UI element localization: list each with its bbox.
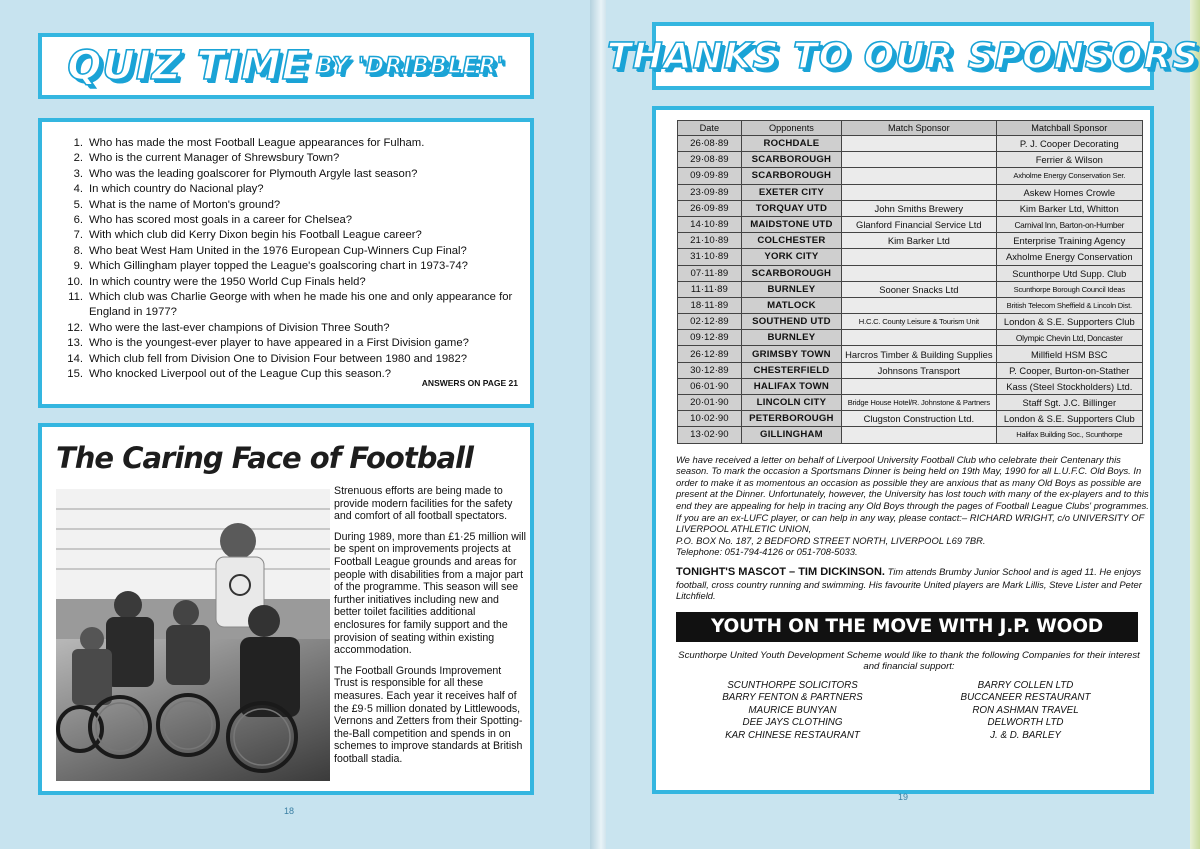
table-row [678, 411, 1143, 427]
date-cell: 09·09·89 [678, 168, 742, 184]
question-number: 13. [67, 337, 83, 350]
fixture-sponsor-table [677, 120, 1143, 444]
date-cell: 11·11·89 [678, 281, 742, 297]
match-sponsor-cell: Bridge House Hotel/R. Johnstone & Partners [842, 395, 996, 411]
quiz-question-list [58, 136, 516, 383]
match-sponsor-cell [842, 249, 996, 265]
table-row [678, 184, 1143, 200]
opponent-cell: PETERBOROUGH [741, 411, 841, 427]
question-text: In which country do Nacional play? [89, 183, 264, 196]
question-number: 10. [67, 275, 83, 288]
opponent-cell: TORQUAY UTD [741, 200, 841, 216]
opponent-cell: ROCHDALE [741, 136, 841, 152]
quiz-question [58, 244, 516, 259]
match-sponsor-cell: Johnsons Transport [842, 362, 996, 378]
companies-column-left [676, 680, 909, 742]
table-row [678, 249, 1143, 265]
opponent-cell: SCARBOROUGH [741, 265, 841, 281]
match-sponsor-cell: Clugston Construction Ltd. [842, 411, 996, 427]
article-title: The Caring Face of Football [56, 441, 473, 475]
sponsors-title: THANKS TO OUR SPONSORS [606, 35, 1200, 77]
quiz-question [58, 151, 516, 166]
match-sponsor-cell: H.C.C. County Leisure & Tourism Unit [842, 314, 996, 330]
matchball-sponsor-cell: Scunthorpe Utd Supp. Club [996, 265, 1142, 281]
sponsors-title-box [606, 22, 1200, 90]
quiz-question [58, 228, 516, 243]
quiz-question [58, 290, 516, 321]
opponent-cell: GILLINGHAM [741, 427, 841, 443]
date-cell: 07·11·89 [678, 265, 742, 281]
question-text: In which country were the 1950 World Cup Finals held? [89, 275, 366, 288]
date-cell: 13·02·90 [678, 427, 742, 443]
question-number: 14. [67, 352, 83, 365]
table-row [678, 330, 1143, 346]
match-sponsor-cell: Sooner Snacks Ltd [842, 281, 996, 297]
quiz-question [58, 213, 516, 228]
next-page-edge [1190, 0, 1200, 849]
quiz-question [58, 336, 516, 351]
article-text [334, 485, 526, 773]
match-sponsor-cell [842, 265, 996, 281]
table-row [678, 168, 1143, 184]
table-body [678, 136, 1143, 444]
match-sponsor-cell: Glanford Financial Service Ltd [842, 216, 996, 232]
header-date: Date [678, 121, 742, 136]
wheelchair-spectators-photo [56, 489, 330, 781]
quiz-question [58, 275, 516, 290]
match-sponsor-cell [842, 152, 996, 168]
photo-illustration [56, 489, 330, 781]
match-sponsor-cell [842, 136, 996, 152]
table-header-row [678, 121, 1143, 136]
match-sponsor-cell [842, 378, 996, 394]
matchball-sponsor-cell: Halifax Building Soc., Scunthorpe [996, 427, 1142, 443]
quiz-question [58, 167, 516, 182]
question-text: Which club fell from Division One to Division Four between 1980 and 1982? [89, 352, 468, 365]
caring-article [38, 423, 534, 795]
quiz-question [58, 182, 516, 197]
table-row [678, 395, 1143, 411]
article-paragraph-1: Strenuous efforts are being made to provide modern facilities for the safety and comfort of all football spectators. [334, 485, 513, 523]
date-cell: 14·10·89 [678, 216, 742, 232]
matchball-sponsor-cell: Carnival Inn, Barton-on-Humber [996, 216, 1142, 232]
match-sponsor-cell [842, 168, 996, 184]
matchball-sponsor-cell: Scunthorpe Borough Council Ideas [996, 281, 1142, 297]
header-match-sponsor: Match Sponsor [842, 121, 996, 136]
question-text: Who is the current Manager of Shrewsbury Town? [89, 152, 340, 165]
table-row [678, 362, 1143, 378]
matchball-sponsor-cell: Staff Sgt. J.C. Billinger [996, 395, 1142, 411]
quiz-byline: BY 'DRIBBLER' [316, 53, 505, 79]
question-number: 8. [73, 244, 83, 257]
date-cell: 31·10·89 [678, 249, 742, 265]
question-text: Who was the leading goalscorer for Plymouth Argyle last season? [89, 167, 418, 180]
matchball-sponsor-cell: Axholme Energy Conservation Ser. [996, 168, 1142, 184]
matchball-sponsor-cell: Millfield HSM BSC [996, 346, 1142, 362]
opponent-cell: SCARBOROUGH [741, 168, 841, 184]
quiz-question [58, 136, 516, 151]
table-row [678, 265, 1143, 281]
liverpool-university-notice [676, 454, 1152, 558]
date-cell: 21·10·89 [678, 233, 742, 249]
question-number: 11. [68, 291, 83, 304]
quiz-question [58, 321, 516, 336]
date-cell: 18·11·89 [678, 297, 742, 313]
date-cell: 26·12·89 [678, 346, 742, 362]
question-number: 12. [67, 321, 83, 334]
question-number: 5. [73, 198, 83, 211]
match-sponsor-cell: John Smiths Brewery [842, 200, 996, 216]
article-paragraph-2: During 1989, more than £1·25 million will be spent on improvements projects at Football League grounds and areas for people with disabilities from a major part of the programme. This season will see further initiatives including new and better toilet facilities additional enclosures for family support and the provision of seating within existing accommodation. [334, 530, 526, 657]
match-sponsor-cell [842, 184, 996, 200]
notice-line-1: We have received a letter on behalf of Liverpool University Football Club who celebrate their Centenary this season. To mark the occasion a Sportsmans Dinner is being held on 19th May, 1990 for all L.U.F.C. Old Boys. In order to make it as momentous an occasion as possible they are anxious that as many Old Boys as possible are present at the Dinner. Unfortunately, however, the University has lost touch with many of the ex-players and to this end they are appealing for help in tracing any Old Boys through the pages of Football League Clubs' programmes. If you are an ex-LUFC player, or can help in any way, please contact:– RICHARD WRIGHT, c/o UNIVERSITY OF LIVERPOOL ATHLETIC UNION, [676, 453, 1149, 535]
companies-column-right [909, 680, 1142, 742]
youth-banner: YOUTH ON THE MOVE WITH J.P. WOOD [676, 612, 1138, 642]
matchball-sponsor-cell: Olympic Chevin Ltd, Doncaster [996, 330, 1142, 346]
date-cell: 26·08·89 [678, 136, 742, 152]
date-cell: 09·12·89 [678, 330, 742, 346]
notice-line-2: P.O. BOX No. 187, 2 BEDFORD STREET NORTH, LIVERPOOL L69 7BR. [676, 534, 986, 546]
question-text: Which club was Charlie George with when he made his one and only appearance for England in 1977? [89, 291, 513, 319]
youth-companies [676, 680, 1142, 742]
matchball-sponsor-cell: British Telecom Sheffield & Lincoln Dist. [996, 297, 1142, 313]
opponent-cell: CHESTERFIELD [741, 362, 841, 378]
opponent-cell: HALIFAX TOWN [741, 378, 841, 394]
match-sponsor-cell: Harcros Timber & Building Supplies [842, 346, 996, 362]
question-text: Who were the last-ever champions of Division Three South? [89, 321, 390, 334]
matchball-sponsor-cell: London & S.E. Supporters Club [996, 314, 1142, 330]
date-cell: 23·09·89 [678, 184, 742, 200]
opponent-cell: MAIDSTONE UTD [741, 216, 841, 232]
sponsors-box [652, 106, 1154, 794]
page-number-left: 18 [284, 806, 295, 816]
company-name: BARRY COLLEN LTD [977, 679, 1074, 691]
company-name: KAR CHINESE RESTAURANT [725, 729, 860, 741]
table-row [678, 152, 1143, 168]
opponent-cell: GRIMSBY TOWN [741, 346, 841, 362]
match-sponsor-cell: Kim Barker Ltd [842, 233, 996, 249]
match-sponsor-cell [842, 427, 996, 443]
question-number: 3. [73, 167, 83, 180]
question-text: Who has made the most Football League appearances for Fulham. [89, 137, 425, 149]
matchball-sponsor-cell: Kim Barker Ltd, Whitton [996, 200, 1142, 216]
table-row [678, 200, 1143, 216]
matchball-sponsor-cell: P. J. Cooper Decorating [996, 136, 1142, 152]
quiz-question [58, 259, 516, 274]
quiz-title-box [38, 33, 534, 99]
opponent-cell: YORK CITY [741, 249, 841, 265]
opponent-cell: SCARBOROUGH [741, 152, 841, 168]
table-row [678, 233, 1143, 249]
page-number-right: 19 [898, 792, 909, 802]
matchball-sponsor-cell: Enterprise Training Agency [996, 233, 1142, 249]
table-row [678, 427, 1143, 443]
company-name: BARRY FENTON & PARTNERS [722, 692, 863, 704]
table-row [678, 378, 1143, 394]
answers-note: ANSWERS ON PAGE 21 [421, 378, 518, 388]
company-name: BUCCANEER RESTAURANT [960, 692, 1091, 704]
opponent-cell: MATLOCK [741, 297, 841, 313]
question-number: 7. [73, 229, 83, 242]
left-page [0, 0, 598, 849]
question-text: What is the name of Morton's ground? [89, 198, 281, 211]
matchball-sponsor-cell: Axholme Energy Conservation [996, 249, 1142, 265]
date-cell: 02·12·89 [678, 314, 742, 330]
company-name: DEE JAYS CLOTHING [742, 717, 843, 729]
youth-intro: Scunthorpe United Youth Development Scheme would like to thank the following Companies for their interest and financial support: [678, 649, 1140, 673]
question-number: 4. [73, 183, 83, 196]
quiz-question [58, 352, 516, 367]
opponent-cell: COLCHESTER [741, 233, 841, 249]
company-name: DELWORTH LTD [987, 717, 1064, 729]
date-cell: 26·09·89 [678, 200, 742, 216]
match-sponsor-cell [842, 330, 996, 346]
header-matchball-sponsor: Matchball Sponsor [996, 121, 1142, 136]
question-number: 6. [73, 214, 83, 227]
company-name: SCUNTHORPE SOLICITORS [727, 679, 858, 691]
date-cell: 29·08·89 [678, 152, 742, 168]
mascot-heading: TONIGHT'S MASCOT – TIM DICKINSON. [676, 565, 885, 578]
table-row [678, 281, 1143, 297]
question-text: With which club did Kerry Dixon begin his Football League career? [89, 229, 422, 242]
question-text: Who has scored most goals in a career for Chelsea? [89, 214, 353, 227]
question-number: 9. [73, 260, 83, 273]
date-cell: 06·01·90 [678, 378, 742, 394]
quiz-title: QUIZ TIME [67, 43, 311, 89]
table-row [678, 346, 1143, 362]
table-row [678, 136, 1143, 152]
matchball-sponsor-cell: Askew Homes Crowle [996, 184, 1142, 200]
notice-line-3: Telephone: 051-794-4126 or 051-708-5033. [676, 546, 858, 558]
quiz-question [58, 198, 516, 213]
matchball-sponsor-cell: Kass (Steel Stockholders) Ltd. [996, 378, 1142, 394]
article-paragraph-3: The Football Grounds Improvement Trust is responsible for all these measures. Each year it receives half of the £9·5 million donated by Littlewoods, Vernons and Zetters from their Spotting-the-Ball competition and spends in on schemes to improve standards at British football stadia. [334, 664, 523, 765]
table-row [678, 314, 1143, 330]
table-row [678, 216, 1143, 232]
date-cell: 10·02·90 [678, 411, 742, 427]
opponent-cell: BURNLEY [741, 281, 841, 297]
mascot-text: Tim attends Brumby Junior School and is aged 11. He enjoys football, cross country running and swimming. His favourite United players are Mark Lillis, Steve Lister and Peter Litchfield. [676, 565, 1142, 602]
matchball-sponsor-cell: London & S.E. Supporters Club [996, 411, 1142, 427]
mascot-section [676, 566, 1152, 602]
question-text: Which Gillingham player topped the League's goalscoring chart in 1973-74? [89, 260, 468, 273]
question-text: Who knocked Liverpool out of the League Cup this season.? [89, 368, 392, 381]
question-number: 15. [67, 368, 83, 381]
matchball-sponsor-cell: P. Cooper, Burton-on-Stather [996, 362, 1142, 378]
question-text: Who beat West Ham United in the 1976 European Cup-Winners Cup Final? [89, 244, 467, 257]
question-number: 1. [73, 137, 83, 149]
question-number: 2. [73, 152, 83, 165]
header-opponents: Opponents [741, 121, 841, 136]
question-text: Who is the youngest-ever player to have appeared in a First Division game? [89, 337, 469, 350]
quiz-box [38, 118, 534, 408]
company-name: RON ASHMAN TRAVEL [972, 704, 1079, 716]
match-sponsor-cell [842, 297, 996, 313]
opponent-cell: SOUTHEND UTD [741, 314, 841, 330]
company-name: MAURICE BUNYAN [748, 704, 837, 716]
opponent-cell: BURNLEY [741, 330, 841, 346]
company-name: J. & D. BARLEY [990, 729, 1061, 741]
date-cell: 20·01·90 [678, 395, 742, 411]
matchball-sponsor-cell: Ferrier & Wilson [996, 152, 1142, 168]
opponent-cell: EXETER CITY [741, 184, 841, 200]
date-cell: 30·12·89 [678, 362, 742, 378]
table-row [678, 297, 1143, 313]
opponent-cell: LINCOLN CITY [741, 395, 841, 411]
